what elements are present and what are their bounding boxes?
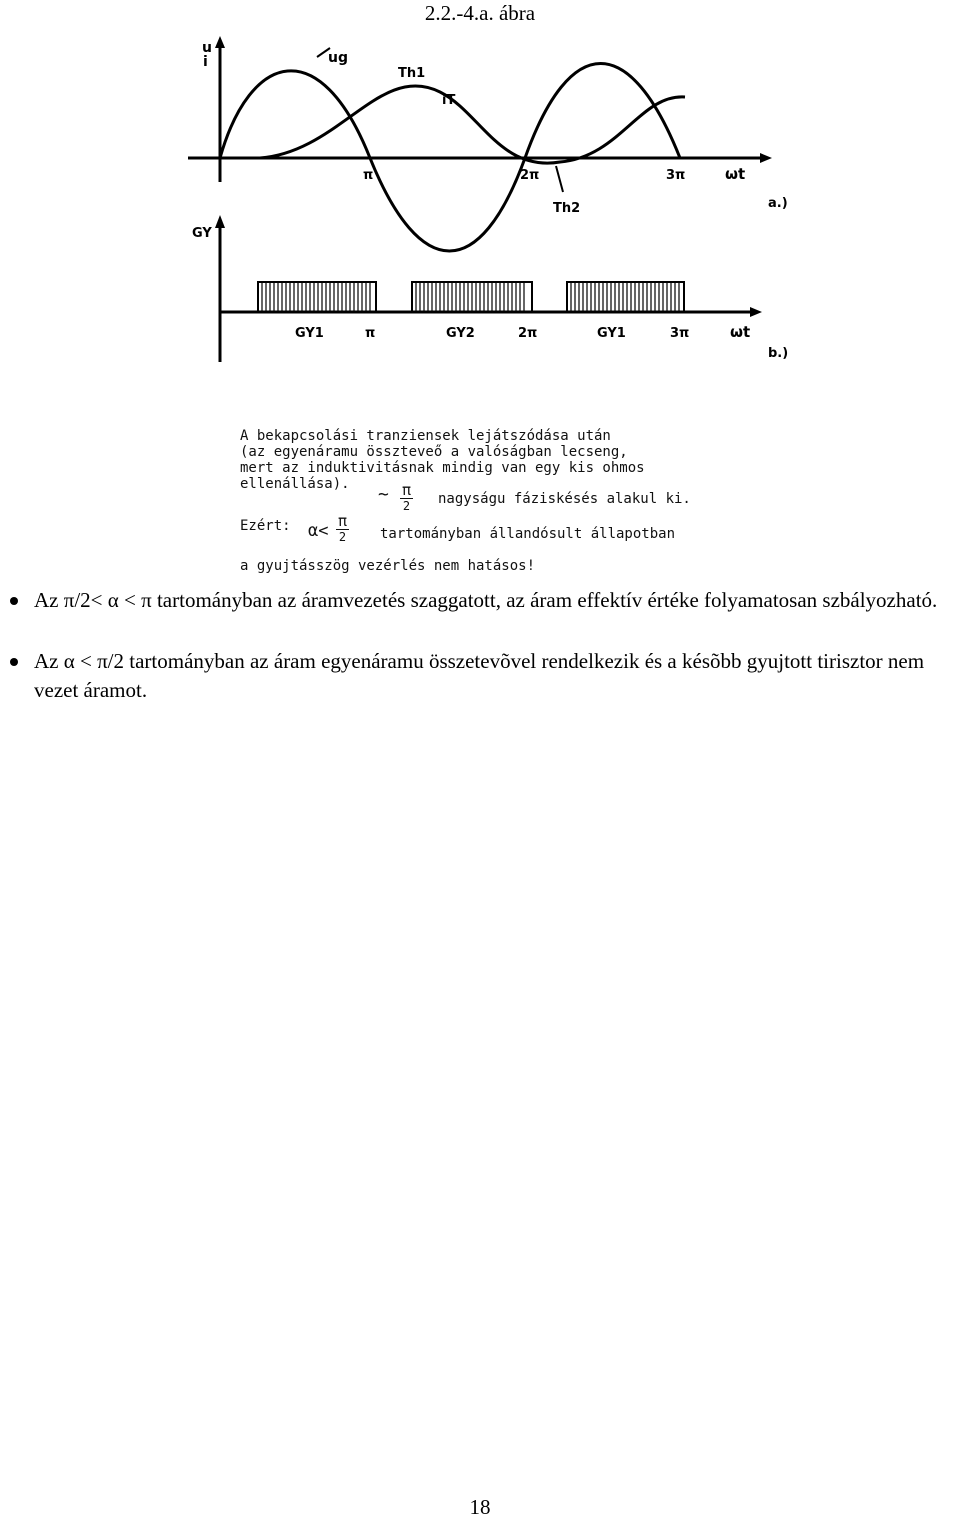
pulse-train-gy2	[412, 282, 532, 312]
label-gy1-first: GY1	[295, 326, 324, 341]
pulse-train-gy1-second	[567, 282, 684, 312]
figure-caption: 2.2.-4.a. ábra	[424, 1, 536, 25]
note-alpha-lt: α<	[308, 521, 329, 541]
axis-a-arrow-up	[215, 36, 225, 48]
axis-a-label-u: u	[202, 40, 212, 56]
bullet-icon	[10, 658, 18, 666]
note-fraction-range	[336, 513, 349, 544]
label-th1: Th1	[398, 66, 426, 81]
pulse-train-gy1-first	[258, 282, 376, 312]
tick-pi-b: π	[365, 326, 376, 341]
note-line-2: (az egyenáramu összteveő a valóságban lecseng,	[240, 444, 628, 460]
fraction-denominator: 2	[402, 499, 411, 513]
bullet-text-2: Az α < π/2 tartományban az áram egyenáramu összetevõvel rendelkezik és a késõbb gyujtott tirisztor nem vezet áramot.	[34, 649, 925, 702]
omega-t-a: ωt	[725, 165, 746, 183]
axis-b-arrow-up	[215, 215, 225, 228]
tick-3pi-a: 3π	[666, 168, 686, 183]
fraction-denominator: 2	[338, 530, 347, 544]
axis-a-arrow-right	[760, 153, 772, 163]
bullet-text-1: Az π/2< α < π tartományban az áramvezetés szaggatott, az áram effektív értéke folyamatosan szbályozható.	[34, 588, 938, 612]
waveform-figure	[180, 32, 800, 377]
part-b-label: b.)	[768, 346, 789, 361]
note-line-3: mert az induktivitásnak mindig van egy kis ohmos	[240, 460, 645, 476]
note-line-4: ellenállása).	[240, 476, 350, 492]
label-ug: ug	[328, 50, 348, 66]
bullet-item-2	[10, 647, 950, 705]
label-it: iT	[442, 93, 456, 108]
bullet-item-1	[10, 586, 950, 615]
note-ezert: Ezért:	[240, 518, 291, 534]
label-gy1-second: GY1	[597, 326, 626, 341]
note-fraction-phase	[400, 482, 413, 513]
page-number: 18	[469, 1495, 491, 1519]
label-gy2: GY2	[446, 326, 475, 341]
tick-2pi-a: 2π	[520, 168, 540, 183]
bullet-icon	[10, 597, 18, 605]
note-phase-text: nagyságu fáziskésés alakul ki.	[438, 491, 691, 507]
fraction-numerator: π	[402, 481, 412, 499]
label-th2: Th2	[553, 201, 581, 216]
part-a-label: a.)	[768, 196, 788, 211]
axis-a-label-i: i	[203, 54, 208, 70]
note-last-line: a gyujtásszög vezérlés nem hatásos!	[240, 558, 536, 574]
tick-pi-a: π	[363, 168, 374, 183]
fraction-numerator: π	[338, 512, 348, 530]
tick-3pi-b: 3π	[670, 326, 690, 341]
note-line-1: A bekapcsolási tranziensek lejátszódása után	[240, 428, 611, 444]
axis-b-label-gy: GY	[192, 226, 212, 241]
omega-t-b: ωt	[730, 323, 751, 341]
it-current-curve	[260, 86, 685, 163]
tick-2pi-b: 2π	[518, 326, 538, 341]
axis-b-arrow-right	[750, 307, 762, 317]
note-tilde: ~	[378, 484, 389, 505]
note-range-text: tartományban állandósult állapotban	[380, 526, 676, 542]
